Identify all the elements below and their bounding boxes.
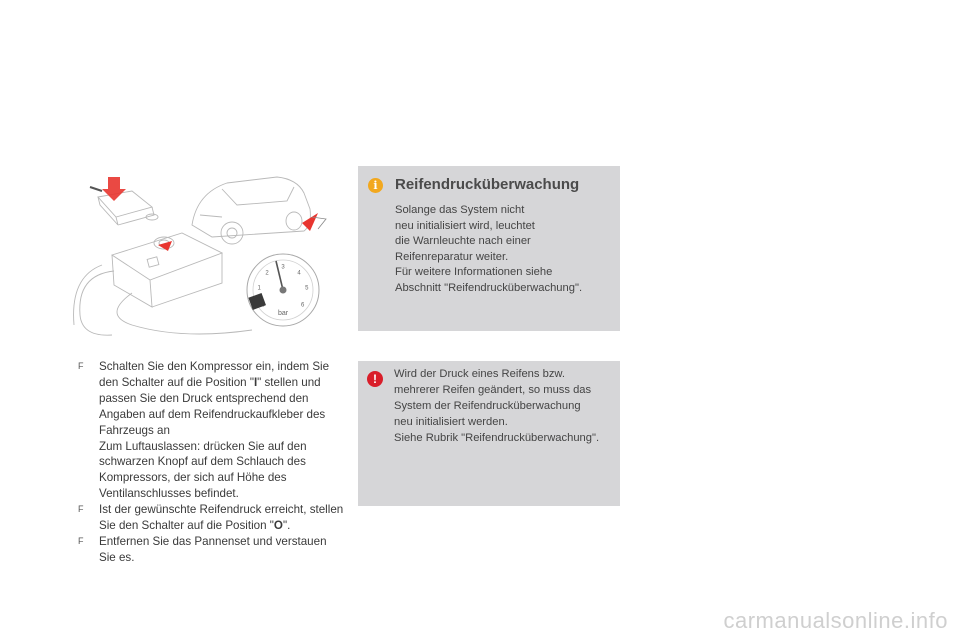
warning-icon: ! bbox=[367, 371, 383, 387]
instruction-item: F Ist der gewünschte Reifendruck erreicht, stellen Sie den Schalter auf die Position "O". bbox=[78, 503, 344, 533]
info-box bbox=[358, 166, 620, 331]
warning-box bbox=[358, 361, 620, 506]
car-outline bbox=[192, 177, 310, 237]
gauge-tick-label: 2 bbox=[265, 270, 269, 277]
position-i-label: I bbox=[253, 375, 258, 389]
arrow-sealant-bottle bbox=[102, 177, 126, 201]
bullet-marker: F bbox=[78, 535, 84, 546]
arrow-compressor-switch bbox=[158, 241, 172, 251]
gauge-unit-label: bar bbox=[277, 310, 289, 317]
info-title: Reifendrucküberwachung bbox=[395, 176, 580, 193]
sealant-cartridge bbox=[98, 191, 152, 217]
info-body: Solange das System nicht neu initialisiert wird, leuchtet die Warnleuchte nach einer Reifenreparatur weiter. Für weitere Informationen siehe Abschnitt "Reifendrucküberwachung". bbox=[395, 204, 583, 294]
warning-body: Wird der Druck eines Reifens bzw. mehrerer Reifen geändert, so muss das System der Reifendrucküberwachung neu initialisiert werden. Siehe Rubrik "Reifendrucküberwachung". bbox=[394, 368, 600, 444]
instruction-note: Zum Luftauslassen: drücken Sie auf den schwarzen Knopf auf dem Schlauch des Kompressors, der sich auf Höhe des Ventilanschlusses befindet. bbox=[99, 439, 307, 501]
gauge-tick-label: 1 bbox=[257, 285, 261, 292]
instruction-item: F Entfernen Sie das Pannenset und verstauen Sie es. bbox=[78, 534, 327, 564]
compressor-illustration bbox=[72, 165, 340, 340]
gauge-tick-label: 4 bbox=[297, 270, 301, 277]
gauge-tick-label: 3 bbox=[281, 264, 285, 271]
instruction-item: F Schalten Sie den Kompressor ein, indem Sie den Schalter auf die Position "I" stellen und passen Sie den Druck entsprechend den Angaben auf dem Reifendruckaufkleber des Fahrzeugs an bbox=[78, 360, 330, 437]
gauge-tick-label: 6 bbox=[301, 302, 305, 309]
position-o-label: O bbox=[273, 519, 283, 533]
pressure-gauge bbox=[247, 254, 319, 326]
instruction-list bbox=[76, 359, 346, 566]
footer-watermark: carmanualsonline.info bbox=[723, 608, 948, 633]
bullet-marker: F bbox=[78, 504, 84, 515]
bullet-marker: F bbox=[78, 361, 84, 371]
info-icon: i bbox=[368, 178, 383, 193]
gauge-tick-label: 5 bbox=[305, 285, 309, 292]
